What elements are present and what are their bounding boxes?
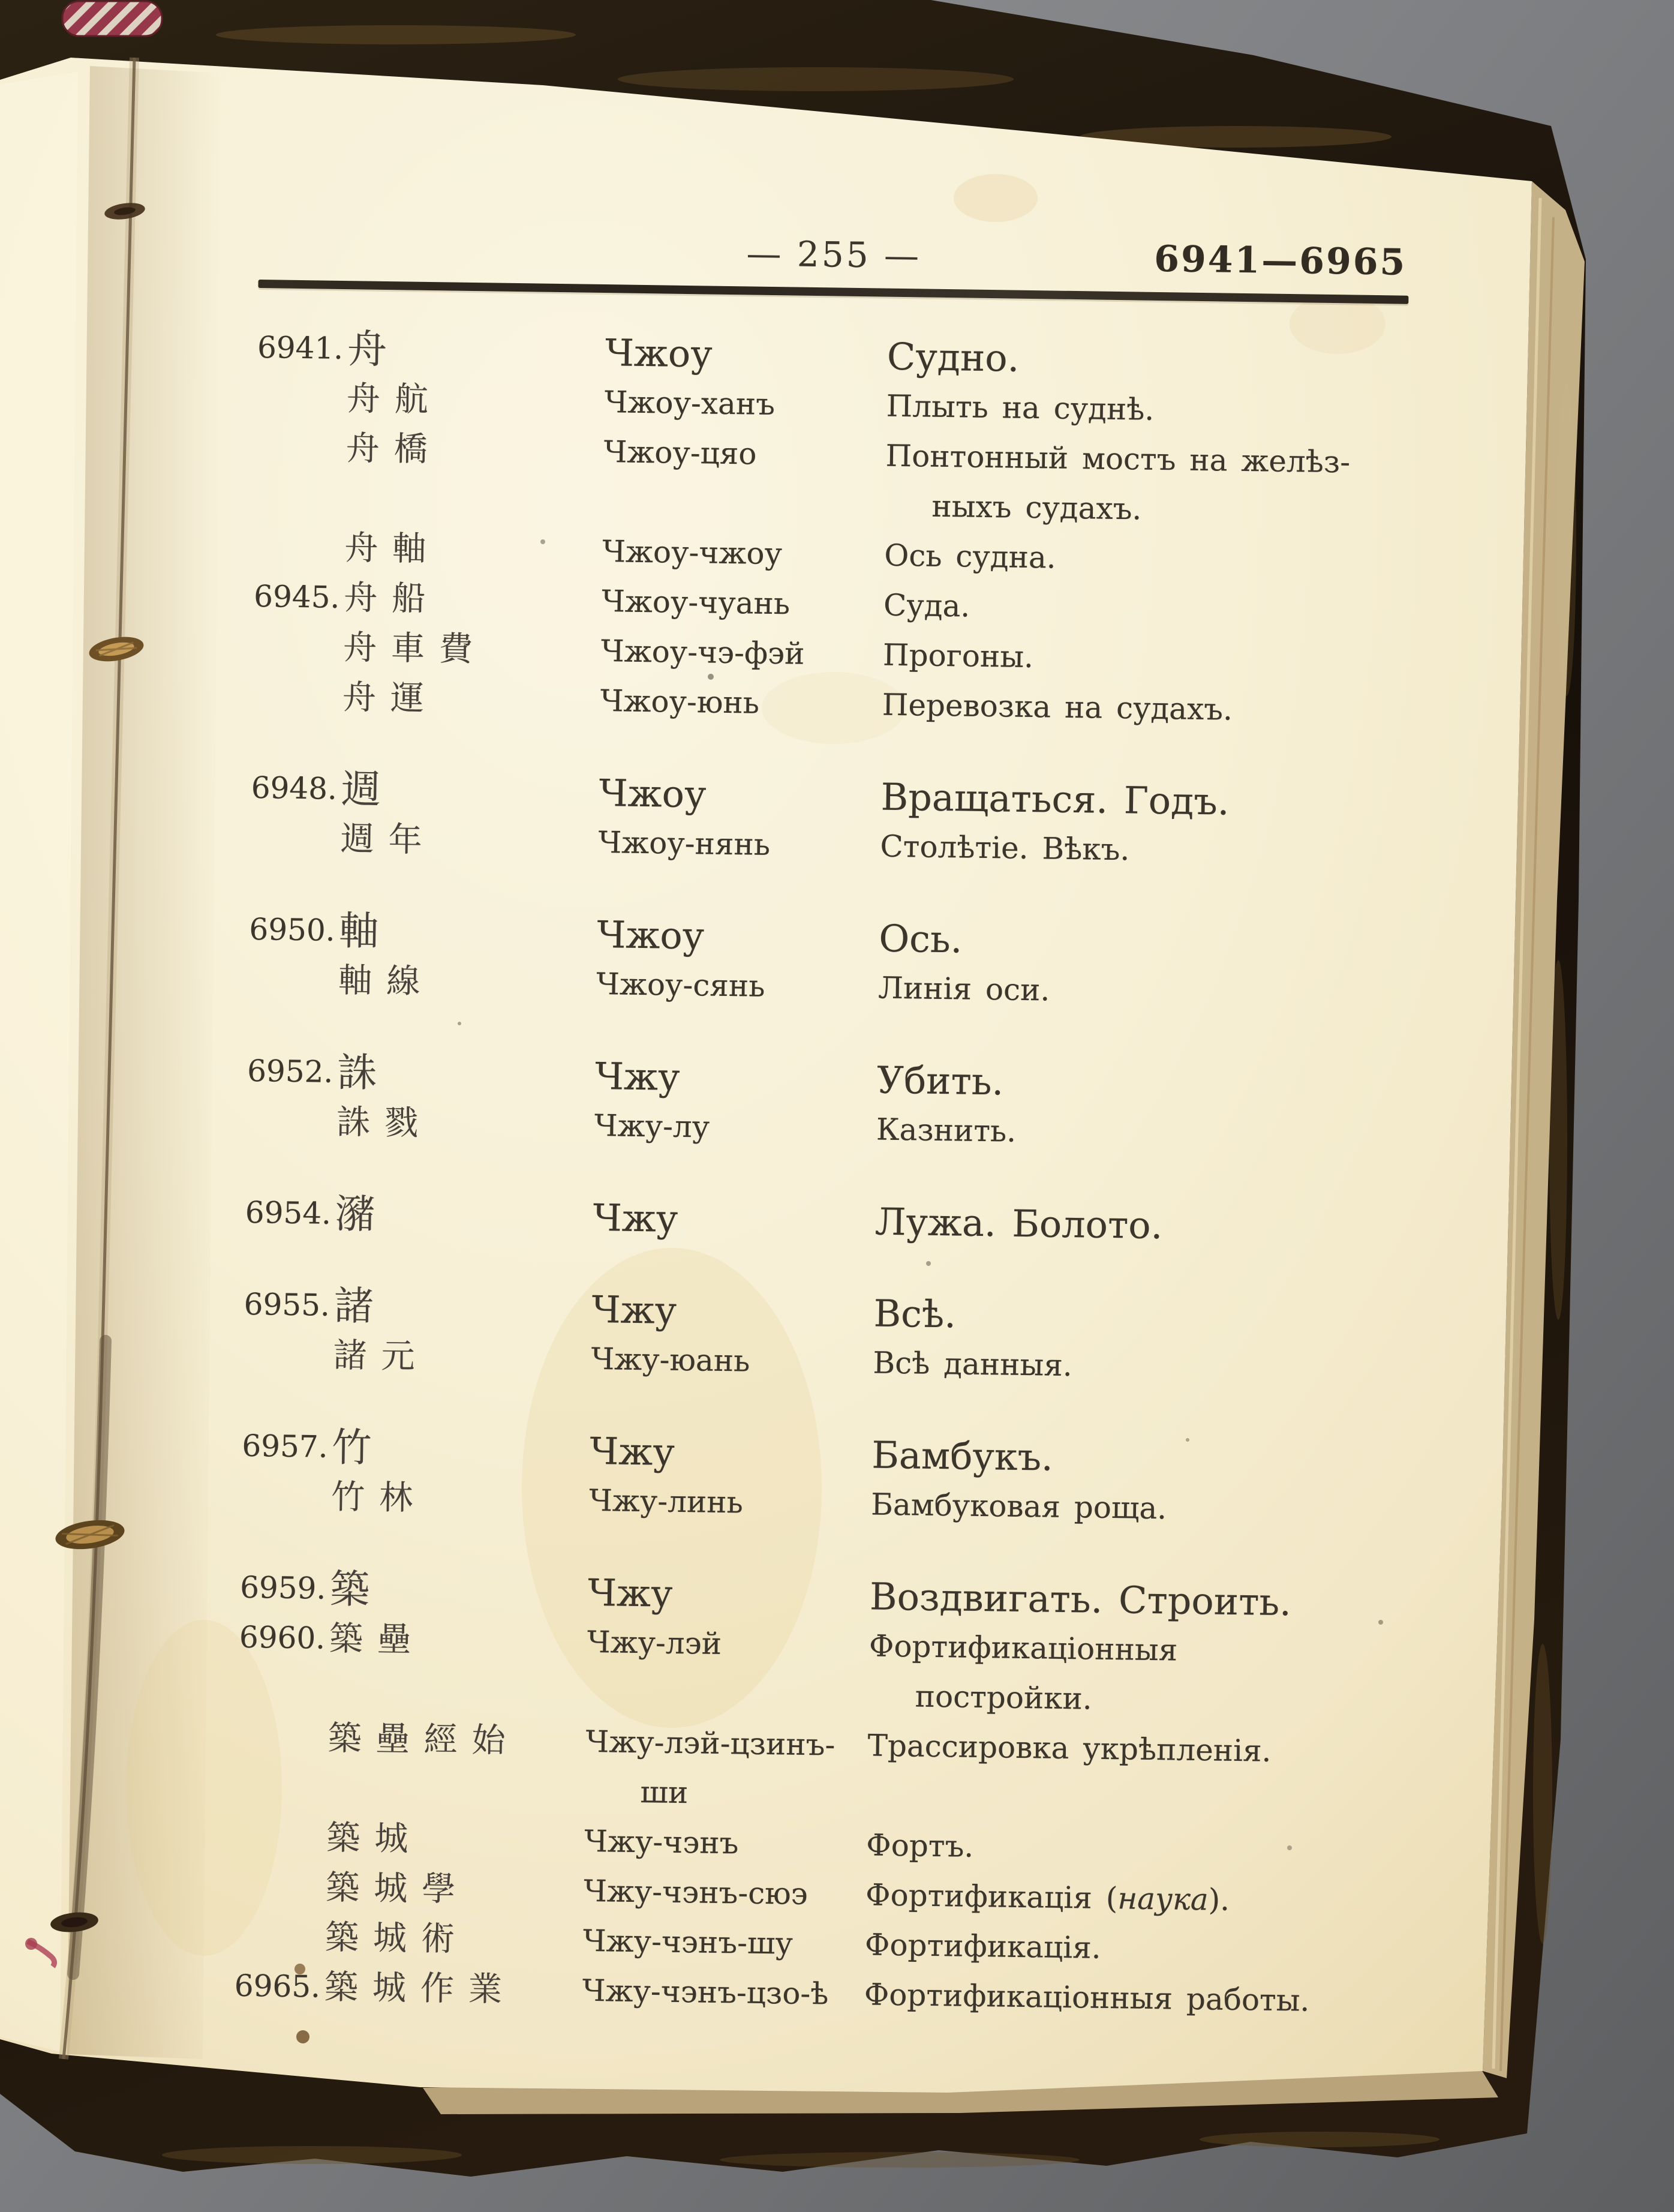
entry-translation-cell xyxy=(878,964,1399,1021)
entry-transliteration-cell xyxy=(596,959,879,1013)
entry-hanzi: 竹林 xyxy=(330,1477,428,1518)
entry-hanzi: 築城術 xyxy=(324,1917,470,1959)
entry-transliteration: Чжу-лу xyxy=(594,1107,710,1145)
entry-transliteration: Чжу-юань xyxy=(591,1341,750,1379)
page-number: — 255 — xyxy=(746,233,922,277)
entry-translation-cell xyxy=(883,581,1405,638)
entry-number-cell xyxy=(240,1563,330,1614)
entry-hanzi-cell xyxy=(335,1189,593,1242)
entry-translation-cell xyxy=(870,1571,1391,1628)
entry-hanzi-cell xyxy=(339,906,597,959)
entry-transliteration: Чжоу-сянь xyxy=(596,966,765,1004)
entry-transliteration-cell xyxy=(591,1334,873,1388)
entry-number-cell xyxy=(244,1280,334,1331)
entry-row xyxy=(238,1613,1390,1728)
entry-transliteration-cell xyxy=(602,577,884,631)
entry-hanzi: 軸線 xyxy=(338,961,435,1002)
entry-group xyxy=(246,1046,1397,1162)
entry-translation-cell xyxy=(880,822,1401,879)
entry-translation-cell xyxy=(886,332,1408,389)
entry-translation: Убить. xyxy=(876,1058,1004,1104)
entry-transliteration-cell xyxy=(584,1817,867,1871)
entry-hanzi-cell xyxy=(345,424,604,477)
entry-hanzi: 軸 xyxy=(338,907,394,955)
entry-translation: Казнить. xyxy=(876,1112,1017,1149)
entry-group xyxy=(241,1421,1393,1537)
entry-number-cell xyxy=(234,1961,324,2012)
entry-number: 6957. xyxy=(242,1428,329,1464)
entry-number-cell xyxy=(249,905,339,956)
entry-number: 6954. xyxy=(245,1194,332,1231)
entry-transliteration: Чжу xyxy=(593,1195,678,1241)
entry-translation-cell xyxy=(867,1721,1389,1778)
entry-hanzi: 築 xyxy=(329,1565,384,1613)
entry-transliteration-cell xyxy=(594,1101,876,1155)
entry-transliteration-continuation: ши xyxy=(640,1775,689,1811)
entry-translation-cell xyxy=(874,1197,1396,1254)
entry-hanzi: 瀦 xyxy=(335,1190,390,1238)
entry-translation: Столѣтіе. Вѣкъ. xyxy=(880,829,1130,868)
entry-translation: Фортификаціонныя работы. xyxy=(864,1977,1310,2018)
entry-hanzi: 舟橋 xyxy=(345,429,443,470)
entry-translation-continuation: ныхъ судахъ. xyxy=(931,488,1142,527)
entry-translation: Фортификація (наука). xyxy=(865,1877,1230,1917)
entry-group xyxy=(250,763,1402,879)
entry-transliteration-cell xyxy=(605,328,887,382)
entry-hanzi-cell xyxy=(326,1813,585,1866)
entry-transliteration: Чжоу-ханъ xyxy=(604,385,776,422)
entry-hanzi: 竹 xyxy=(331,1424,386,1472)
entries xyxy=(234,323,1408,2027)
entry-translation: Ось. xyxy=(878,916,963,962)
entry-row xyxy=(255,422,1406,538)
entry-number: 6952. xyxy=(247,1053,333,1090)
entry-number: 6955. xyxy=(244,1286,330,1323)
entry-transliteration: Чжоу-нянь xyxy=(598,825,771,862)
entry-transliteration: Чжу xyxy=(594,1054,681,1099)
entry-hanzi: 築城 xyxy=(326,1818,423,1859)
entry-translation: Ось судна. xyxy=(883,538,1057,575)
entry-translation-cell xyxy=(876,1105,1397,1162)
entry-hanzi-cell xyxy=(338,956,597,1009)
entry-translation-cell xyxy=(882,680,1403,737)
entry-number-cell xyxy=(247,1046,338,1097)
entry-translation: Фортификація. xyxy=(864,1927,1102,1965)
entry-number: 6948. xyxy=(251,770,338,806)
entry-transliteration: Чжоу xyxy=(596,912,705,958)
entry-translation-cell xyxy=(866,1820,1387,1877)
entry-translation: Бамбуковая роща. xyxy=(870,1487,1167,1526)
spine-headband xyxy=(62,1,162,36)
entry-translation-cell xyxy=(871,1430,1393,1487)
entry-hanzi: 諸 xyxy=(333,1282,389,1330)
entry-hanzi-cell xyxy=(332,1422,590,1476)
entry-transliteration: Чжу xyxy=(587,1570,674,1616)
entry-translation-cell xyxy=(864,1970,1385,2027)
entry-translation-cell xyxy=(885,431,1406,538)
entry-translation-continuation: постройки. xyxy=(915,1679,1093,1716)
entry-translation: Перевозка на судахъ. xyxy=(882,687,1233,727)
entry-number: 6960. xyxy=(239,1619,326,1656)
entry-transliteration-cell xyxy=(587,1617,869,1671)
entry-group xyxy=(243,1280,1395,1395)
entry-group xyxy=(252,323,1408,737)
entry-transliteration: Чжоу xyxy=(599,771,707,817)
entry-translation: Трассировка укрѣпленія. xyxy=(867,1728,1272,1769)
entry-translation: Судно. xyxy=(886,334,1020,380)
entry-transliteration-cell xyxy=(582,1966,864,2020)
entry-hanzi: 舟船 xyxy=(343,578,440,619)
entry-translation-cell xyxy=(864,1920,1386,1977)
entry-transliteration-cell xyxy=(600,626,883,680)
entry-transliteration-cell xyxy=(598,818,880,872)
entry-hanzi: 舟 xyxy=(347,326,402,373)
entry-number-cell xyxy=(239,1613,329,1664)
entry-hanzi: 誅 xyxy=(336,1049,392,1097)
entry-translation-cell xyxy=(880,772,1402,829)
entry-hanzi: 週年 xyxy=(340,819,437,860)
entry-hanzi: 舟航 xyxy=(346,379,443,420)
entry-transliteration-cell xyxy=(590,1426,872,1480)
page-content xyxy=(234,221,1409,2027)
entry-translation: Лужа. Болото. xyxy=(874,1199,1163,1248)
entry-transliteration-cell xyxy=(603,427,886,481)
entry-hanzi-cell xyxy=(344,523,603,577)
entry-number: 6941. xyxy=(257,329,344,366)
entry-hanzi: 諸元 xyxy=(333,1335,430,1377)
entry-transliteration-cell xyxy=(588,1568,870,1622)
entry-hanzi-cell xyxy=(327,1713,586,1767)
entry-hanzi-cell xyxy=(336,1097,594,1151)
entry-translation: Плыть на суднѣ. xyxy=(886,388,1155,427)
entry-translation-cell xyxy=(865,1870,1387,1927)
entry-transliteration: Чжу-лэй-цзинъ- xyxy=(585,1724,836,1763)
entry-number: 6965. xyxy=(234,1968,321,2004)
entry-hanzi: 築城學 xyxy=(325,1868,470,1910)
entry-transliteration: Чжоу xyxy=(605,331,713,376)
entry-translation-cell xyxy=(873,1288,1395,1345)
entry-transliteration: Чжу-лэй xyxy=(587,1624,722,1661)
entry-transliteration-cell xyxy=(589,1476,871,1530)
entry-hanzi-cell xyxy=(342,623,601,676)
entry-hanzi: 誅戮 xyxy=(336,1102,433,1143)
entry-hanzi: 築壘經始 xyxy=(327,1718,521,1761)
entry-translation: Линія оси. xyxy=(877,970,1050,1008)
entry-transliteration: Чжоу-цяо xyxy=(603,434,757,472)
entry-hanzi-cell xyxy=(346,374,605,427)
entry-translation: Прогоны. xyxy=(882,637,1034,675)
entry-transliteration: Чжу-чэнъ-цзо-ѣ xyxy=(582,1973,829,2012)
entry-transliteration: Чжу xyxy=(589,1428,675,1474)
entry-transliteration: Чжу-чэнъ-сюэ xyxy=(583,1873,809,1912)
entry-hanzi: 築城作業 xyxy=(324,1967,517,2010)
entry-transliteration-cell xyxy=(602,527,885,581)
entry-number: 6959. xyxy=(239,1569,326,1606)
entry-group xyxy=(245,1188,1396,1254)
entry-number-cell xyxy=(251,763,341,814)
entry-number: 6945. xyxy=(253,578,340,615)
entry-translation-cell xyxy=(882,631,1403,688)
entry-transliteration-cell xyxy=(604,377,886,431)
binding-thread-knot xyxy=(25,1938,37,1950)
entry-group xyxy=(248,905,1400,1021)
entry-number-cell xyxy=(257,323,347,374)
entry-transliteration: Чжоу-чуань xyxy=(601,584,791,622)
entry-translation: Фортификаціонныя xyxy=(868,1628,1178,1668)
entry-transliteration: Чжу xyxy=(591,1287,677,1332)
entry-translation: Суда. xyxy=(883,587,970,624)
entry-hanzi-cell xyxy=(331,1472,590,1526)
entry-transliteration: Чжоу-юнь xyxy=(600,683,760,721)
entry-hanzi: 舟運 xyxy=(342,678,439,719)
entry-group xyxy=(234,1563,1390,2027)
entry-transliteration-cell xyxy=(593,1193,875,1247)
entry-translation: Понтонный мостъ на желѣз- xyxy=(885,438,1351,480)
entry-number-cell xyxy=(245,1188,335,1239)
entry-translation: Всѣ данныя. xyxy=(873,1345,1073,1383)
entry-hanzi-cell xyxy=(329,1614,587,1667)
entry-hanzi: 舟軸 xyxy=(344,529,441,569)
entry-number-cell xyxy=(254,572,344,623)
entry-row xyxy=(237,1712,1389,1828)
entry-transliteration: Чжоу-чэ-фэй xyxy=(600,634,805,671)
entry-transliteration-cell xyxy=(597,910,879,964)
entry-translation-cell xyxy=(884,531,1405,588)
entry-transliteration-cell xyxy=(595,1051,877,1105)
entry-hanzi-cell xyxy=(337,1048,596,1101)
entry-hanzi-cell xyxy=(330,1564,588,1617)
entry-translation-cell xyxy=(886,382,1407,439)
entry-hanzi-cell xyxy=(340,814,599,868)
entry-hanzi: 週 xyxy=(341,766,396,814)
entry-translation-cell xyxy=(868,1621,1390,1728)
entry-transliteration-cell xyxy=(582,1916,865,1970)
entry-transliteration-cell xyxy=(584,1866,866,1920)
entry-hanzi-cell xyxy=(341,764,599,818)
entry-hanzi: 舟車費 xyxy=(342,628,488,670)
entry-hanzi-cell xyxy=(326,1863,584,1916)
entry-number: 6950. xyxy=(249,911,336,948)
entry-hanzi: 築壘 xyxy=(329,1619,426,1660)
entry-translation: Фортъ. xyxy=(865,1827,974,1864)
entry-transliteration: Чжоу-чжоу xyxy=(602,534,783,572)
entry-transliteration-cell xyxy=(599,768,881,822)
entry-hanzi-cell xyxy=(324,1962,582,2016)
entry-transliteration: Чжу-чэнъ-шу xyxy=(582,1923,794,1961)
entry-range: 6941—6965 xyxy=(1153,238,1407,284)
entry-hanzi-cell xyxy=(324,1913,583,1966)
entry-transliteration-cell xyxy=(591,1284,874,1338)
entry-hanzi-cell xyxy=(344,573,602,626)
entry-transliteration: Чжу-линь xyxy=(588,1482,744,1520)
entry-translation: Всѣ. xyxy=(873,1291,957,1337)
entry-translation-cell xyxy=(877,1055,1398,1112)
entry-translation-cell xyxy=(873,1338,1394,1395)
entry-translation: Воздвигать. Строить. xyxy=(869,1574,1292,1625)
entry-transliteration-cell xyxy=(600,676,882,730)
entry-hanzi-cell xyxy=(347,324,605,377)
entry-transliteration: Чжу-чэнъ xyxy=(584,1823,739,1861)
entry-row xyxy=(245,1188,1396,1254)
entry-transliteration-cell xyxy=(585,1717,868,1821)
entry-translation-cell xyxy=(871,1479,1392,1536)
entry-hanzi-cell xyxy=(333,1331,591,1384)
entry-hanzi-cell xyxy=(333,1281,592,1334)
entry-translation: Вращаться. Годъ. xyxy=(880,775,1230,824)
entry-number-cell xyxy=(242,1421,332,1472)
entry-translation: Бамбукъ. xyxy=(871,1433,1054,1479)
entry-translation-cell xyxy=(879,914,1400,971)
entry-hanzi-cell xyxy=(342,673,600,726)
